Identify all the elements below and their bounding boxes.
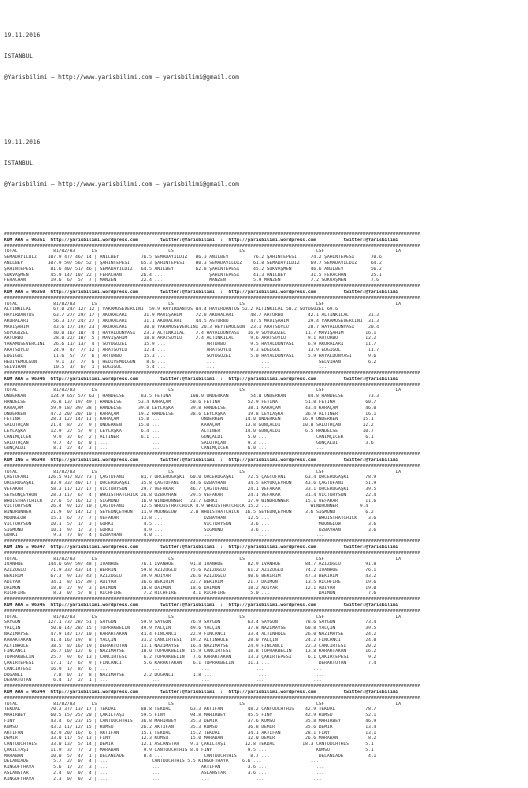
horse-stat-row: SOYOGUZEL 40.0 16/ 10/ 4 | HAYALDUNYASI 23.3 ALTINKILAL 7.4 HAYALDUNYASI 16.9 SOYOGUZEL 11.7 MAVİŞAHİM 16.1 <box>4 330 377 336</box>
column-header-row: TOTAL 81/82/83 LS LS LS LSF LA <box>4 249 401 255</box>
horse-stat-row: SAYGON 127.1 73/ 28/ 51 | SAYGON 59.9 SAYGON 76.9 SAYGON 63.4 SAYGON 78.6 SAYGON 73.4 <box>4 620 377 626</box>
horse-stat-row: GÜNÇALDI 8.1 2/ 4/ 3 | ... ... CANIMÇİCEK 6.0 ... ... <box>4 446 325 452</box>
race-block-title: KUM ARA = 96344 http://yarisbilimi.wordpress.com twitter:@Yarisbilimi : http://yarisbilimi.wordpress.com twitter:@Yarisbilimi <box>4 689 399 695</box>
race-block-title: KUM ING = 96348 http://yarisbilimi.wordpress.com twitter:@Yarisbilimi : http://yarisbilimi.wordpress.com twitter:@Yarisbilimi <box>4 458 399 464</box>
separator-rule: ######################################################################################################################################################## <box>4 382 421 388</box>
horse-stat-row: ALTINHOLE 38.5 8/ 16/ 19 | DERAKTUTAN 11.1 NAZIMAYSE 16.4 NAZIMAYSE 24.9 FINCANCI 22.3 CANCIRTESI 20.2 <box>4 643 377 649</box>
horse-stat-row: ÇAKIRTEPESİ 17.1 1/ 6/ 9 | FINCANCI 5.6 KARAKTAKAN 6.1 TOPRAKBELİN 11.1 ... DERAKTUTAN 7.4 <box>4 660 377 666</box>
header2-city: İSTANBUL <box>4 159 33 167</box>
horse-stat-row: IVANHOE 144.6 69/ 59/ 48 | IVANHOE 76.1 IVANHOE 91.8 IVANHOE 82.9 IVANHOE 84.7 AZIZOĞLU 91.8 <box>4 562 377 568</box>
horse-stat-row: HAYIRDANTUS 63.7 27/ 29/ 17 | AKURALARI 31.9 MAVİŞAHİM 72.8 AKURALARI 48.7 ARTURBO 42.1 ALTINKILAL 31.3 <box>4 313 380 319</box>
horse-stat-row: ARATSOYLU 24.9 4/ 7/ 12 | ARATSOYLU 12.4 ... ARATSOYLU 9.3 EDGIGUL 13.9 EDGIGUL 11.7 <box>4 347 380 353</box>
separator-rule: ######################################################################################################################################################## <box>4 452 421 458</box>
race-block <box>4 539 524 597</box>
race-block <box>4 452 524 539</box>
horse-stat-row: MAVİŞAHİM 43.6 17/ 19/ 23 | AKURALARI 30.0 YAKAMUSEVERCİNİ 20.3 HEYTEMOLGUN 23.1 ARATSOYLU 28.7 HAYALDUNYASI 20.4 <box>4 324 380 330</box>
horse-stat-row: DAIMON 18.0 2/ 9/ 3 | DAIMON 10.8 DAIMON 18.6 DAIMON 18.2 ADIYAR 12.1 ADIYAR 19.0 <box>4 585 377 591</box>
horse-stat-row: KINGOFTHAYA 2.3 0/ 0/ 2 | ... ... ... ... ... <box>4 776 322 782</box>
separator-rule: ######################################################################################################################################################## <box>4 608 421 614</box>
horse-stat-row: GORKI 9.3 7/ 0/ 4 | OZBAYHAN 4.0 ... ... ... ... <box>4 533 325 539</box>
horse-stat-row: EDGIGUL 11.6 5/ 7/ 6 | ARTURBO 15.3 ... SOYOGUZEL 5.0 HAYALDUNYASI 5.9 HAYALDUNYASI 9.6 <box>4 353 377 359</box>
horse-stat-row: AZIZOĞLU 71.9 33/ 43/ 14 | BERRIN 59.8 AZIZOĞLU 75.6 AZIZOĞLU 61.2 AZIZOĞLU 74.2 IVANHOE 76.1 <box>4 568 377 574</box>
separator-rule: ######################################################################################################################################################## <box>4 695 421 701</box>
horse-stat-row: SOKVAŞMEN 45.9 14/ 10/ 22 | FERACHAN 26.4 ... ŞAHİNTEPESİ 41.3 ANILBEY 31.5 FERACHAN 25.1 <box>4 272 382 278</box>
header-city: İSTANBUL <box>4 52 33 60</box>
race-block-title: KUM ARA = 96350 http://yarisbilimi.wordpress.com twitter:@Yarisbilimi : http://yarisbilimi.wordpress.com twitter:@Yarisbilimi <box>4 289 399 295</box>
horse-stat-row: ANILBEY 107.9 59/ 56/ 52 | ŞAHİNTEPESİ 65.3 ŞAHİNTEPESİ 80.3 SEMADAYILDIZ 61.8 SEMADAYILDIZ 69.7 SEMADAYILDIZ 64.2 <box>4 260 382 266</box>
horse-stat-row: RICHFIRE 8.3 0/ 5/ 8 | RICHFIRE 7.2 RICHFIRE 4.1 RICHFIRE 5.0 ... DAIMON 7.6 <box>4 591 377 597</box>
horse-stat-row: CANIMÇİCEK 9.9 3/ 6/ 2 | ALTINER 6.1 ... GÜNÇALDI 5.0 ... CANIMÇİCEK 6.1 <box>4 434 374 440</box>
horse-stat-row: AKTIFAN 42.9 20/ 16/ 6 | AKTIFAN 15.1 TEKDAL 15.2 TEKDAL 34.1 AKTIFAN 28.1 FINY 13.1 <box>4 730 377 736</box>
horse-stat-row: KARAÇAM 59.9 18/ 39/ 38 | HANDELSE 39.8 LEYLAŞKA 39.8 HANDELSE 38.1 KARAÇAM 43.4 KARAÇAM 46.0 <box>4 405 377 411</box>
race-block <box>4 371 524 452</box>
separator-rule: ######################################################################################################################################################## <box>4 284 421 290</box>
race-statistics-document <box>4 6 524 788</box>
horse-stat-row: ÖNDERKEN 47.2 20/ 20/ 10 | KARAÇAM 19.2 HANDELSE 38.6 LEYLAŞKA 19.8 LEYLAŞKA 36.9 ALTINER 16.1 <box>4 411 377 417</box>
race-block <box>4 597 524 684</box>
horse-stat-row: NAZIMAYSE 47.9 14/ 17/ 10 | KARAKTAKAN 41.4 FINCANCI 22.9 FINCANCI 33.4 ALTINHOLE 26.0 NAZIMAYSE 24.2 <box>4 631 377 637</box>
horse-stat-row: MARABAN 10.0 5/ 4/ 1 | DELANIADE 8.4 ... CANTOUCHTHIS 8.7 ... DELANIADE 4.1 <box>4 753 377 759</box>
race-blocks <box>4 232 524 783</box>
separator-rule: ######################################################################################################################################################## <box>4 243 421 249</box>
horse-stat-row: FINCANCI 26.7 10/ 12/ 6 | NAZIMAYSE 18.0 TOPRAKBELİN 15.9 CANCIRTESI 18.8 TOPRAKBELİN 13.8 KARAKTAKAN 16.2 <box>4 649 377 655</box>
horse-stat-row: DELANIADE 5.7 2/ 0/ 4 | ... CANTOUCHTHIS 5.5 KINGOFTHAYA 6.6 ... ... <box>4 759 319 765</box>
column-header-row: TOTAL 81/82/83 LS LS LS LSF LA <box>4 388 401 394</box>
horse-stat-row: YALÇIN 50.0 14/ 28/ 15 | TOPRAKBELİN 49.9 YALÇIN 49.6 YALÇIN 37.8 NAZIMAYSE 60.8 YALÇIN 39.5 <box>4 626 377 632</box>
column-header-row: TOTAL 81/82/83 LS LS LS LSF LA <box>4 301 401 307</box>
column-header-row: TOTAL 81/82/83 LS LS LS LSF LA <box>4 701 401 707</box>
horse-stat-row: ARTURBO 28.0 22/ 18/ 5 | MAVİŞAHİM 18.8 ARATSOYLU 7.4 ALTINKILAL 9.6 ARATSOYLU 9.1 ARTURBO 12.2 <box>4 336 377 342</box>
horse-stat-row: SEMADAYILDIZ 107.9 47/ 46/ 14 | ANILBEY 76.5 SEMADAYILDIZ 86.3 ANILBEY 76.2 ŞAHİNTEPESİ 74.2 ŞAHİNTEPESİ 70.6 <box>4 255 382 261</box>
horse-stat-row: KUMSU 43.2 11/ 12/ 15 | KUMSU 26.2 AKTIFAN 35.3 KUMSU 36.8 DEMIR 35.6 DEMIR 13.4 <box>4 724 377 730</box>
race-block-title: KUM ARA = 96346 http://yarisbilimi.wordpress.com twitter:@Yarisbilimi : http://yarisbilimi.wordpress.com twitter:@Yarisbilimi <box>4 376 399 382</box>
header2-date: 19.11.2016 <box>4 138 41 146</box>
horse-stat-row: LEYLAŞKA 12.9 2/ 5/ 9 | LEYLAŞKA 6.4 ... ALTINER 14.0 GÜNÇALDI 6.5 HANDELSE 10.7 <box>4 429 374 435</box>
horse-stat-row: KARAKTAKAN 41.4 16/ 19/ 8 | YALÇIN 31.2 CANCIRTESI 19.2 ALTINHOLE 28.0 YALÇIN 24.2 FINCANCI 24.0 <box>4 637 377 643</box>
separator-rule: ######################################################################################################################################################## <box>4 371 421 377</box>
race-block-title: KUM ARA = 96345 http://yarisbilimi.wordpress.com twitter:@Yarisbilimi : http://yarisbilimi.wordpress.com twitter:@Yarisbilimi <box>4 602 399 608</box>
race-block <box>4 684 524 783</box>
separator-rule: ######################################################################################################################################################## <box>4 295 421 301</box>
horse-stat-row: MOONGLOW 15.1 6/ 7/ 7 | VEFAKAR 11.8 ... OZBAYHAN 12.5 ... WHOISTHATCHICK 3.6 <box>4 516 377 522</box>
column-header-row: TOTAL 81/82/83 LS LS LS LSF LA <box>4 469 401 475</box>
race-block <box>4 232 524 284</box>
horse-stat-row: DERAKTUTAN 6.4 1/ 2/ 1 | ... ... ... ... ... <box>4 678 322 684</box>
horse-stat-row: CANTOUCHTHIS 33.0 13/ 5/ 14 | DEMIR 12.1 ASLANSTAR 9.1 ÇAKILTAŞI 12.8 TEKDAL 18.3 CANTOUCHTHIS 5.1 <box>4 742 374 748</box>
horse-stat-row: CANCIRTESI 16.9 1/ 8/ 6 | ... ... ... ... ... <box>4 666 322 672</box>
horse-stat-row: FETİNA 28.3 12/ 14/ 11 | KARAÇAM 15.8 ... ÖNDERKEN 14.0 ÖNDERKEN 16.9 ÖNDERKEN 15.1 <box>4 417 374 423</box>
horse-stat-row: FINY 43.4 6/ 23/ 15 | CANTOUCHTHIS 36.8 MAHIRBEY 35.3 DEMIR 37.6 KUMSU 35.8 MAHIRBEY 46.9 <box>4 718 377 724</box>
separator-rule: ######################################################################################################################################################## <box>4 550 421 556</box>
horse-stat-row: TEKDAL 70.3 37/ 13/ 17 | TEKDAL 88.8 TEKDAL 63.3 AKTIFAN 48.2 CANTOUCHTHIS 42.9 TEKDAL 78.7 <box>4 707 377 713</box>
header2-contact: @Yarisbilimi — http://www.yarisbilimi.com — yarisbilimi@gmail.com <box>4 180 239 188</box>
separator-rule: ######################################################################################################################################################## <box>4 231 421 237</box>
separator-rule: ######################################################################################################################################################## <box>4 463 421 469</box>
horse-stat-row: ÇAĞTUFANI 126.5 91/ 82/ 73 | ÇAĞTUFANI 81.7 ÖRCERUGAŞKI 60.0 ÖRCERUGAŞKI 72.5 ÇAĞTUFANI 63.4 ÖRCERUGAŞKI 78.9 <box>4 475 377 481</box>
horse-stat-row: HEDIYEMOLGUN 9.1 3/ 7/ 6 | HEDIYEMOLGUN 8.6 ... ... ... SELVIHAN 6.2 <box>4 359 377 365</box>
horse-stat-row: AKURALARI 56.3 17/ 24/ 27 | AKURALARI 31.1 AKURALARI 44.5 ASTURBO 47.5 MAVİŞAHİM 29.4 YAKAMUSEVERCİNİ 31.3 <box>4 318 380 324</box>
horse-stat-row: SEYEUNÇEYHUN 28.3 11/ 6/ 4 | WHOISTHATCHICK 26.8 OZBAYHAN 29.5 VEFAKAR 24.1 VEFAKAR 31.4 VICTORYSON 22.4 <box>4 492 377 498</box>
horse-stat-row: TOPRAKBELİN 25.7 9/ 6/ 13 | CANCIRTESI 6.2 TOPRAKBELİN 7.6 KARAKTAKAN 13.3 ÇAKIRTEPESİ 6.1 ÇAKIRTEPESİ 9.2 <box>4 655 377 661</box>
column-header-row: TOTAL 81/82/83 LS LS LS LSF LA <box>4 614 401 620</box>
horse-stat-row: BEKİRİM 67.3 9/ 13/ 43 | AZIZOĞLU 39.9 ADIYAR 26.6 AZIZOĞLU 40.6 BEKİRİM 47.3 BEKİRİM 43.2 <box>4 573 377 579</box>
header-block-repeat <box>4 125 524 202</box>
header-block <box>4 18 524 95</box>
horse-stat-row: MAHIRBEY 60.5 15/ 25/ 20 | ÇAKILTAŞI 59.5 FINY 94.8 MAHIRBEY 45.5 FINY 42.9 KUMSU 52.1 <box>4 713 377 719</box>
horse-stat-row: SALUTRÇAN 21.4 8/ 2/ 9 | ÖNDERKEN 15.0 ... KARAÇAM 13.8 GÜNÇALDI 10.8 SALUTRÇAN 12.2 <box>4 423 374 429</box>
horse-stat-row: ALTINKILAL 67.0 24/ 12/ 12 | YAKAMUSEVERCİNİ 59.9 HAYIRDANTUS 84.4 HAYIRDANTUS 52.2 ALTINKILAL 58.2 SOYOGUZEL 69.6 <box>4 307 338 313</box>
horse-stat-row: VICTORYSON 10.1 5/ 1/ 3 | GORKI 4.5 ... VICTORYSON 3.6 ... MOONGLOW 3.6 <box>4 521 377 527</box>
race-block <box>4 284 524 371</box>
horse-stat-row: ASLANSTAR 2.4 0/ 0/ 4 | ... ... ASLANSTAR 3.6 ... ... <box>4 771 325 777</box>
race-block-title: KUM ING = 96347 http://yarisbilimi.wordpress.com twitter:@Yarisbilimi : http://yarisbilimi.wordpress.com twitter:@Yarisbilimi <box>4 545 399 550</box>
horse-stat-row: SELVIHAN 10.5 3/ 6/ 1 | EDGIGUL 5.4 ... ... ... ... <box>4 365 328 371</box>
horse-stat-row: HANDELSE 76.8 13/ 19/ 49 | HANDELSE 53.4 KARAÇAM 50.6 FETİNA 52.9 FETİNA 51.0 FETİNA 60.7 <box>4 400 377 406</box>
horse-stat-row: WHOISTHATCHICK 27.6 5/ 16/ 12 | SIGMUND 16.9 WINDRUNNER 23.7 GORKI 17.9 WINDRUNNER 15.1 VEFAKAR 11.6 <box>4 498 377 504</box>
horse-stat-row: ŞAHİNTEPESİ 81.6 40/ 51/ 46 | SEMADAYILDIZ 64.5 ANILBEY 62.8 ŞAHİNTEPESİ 45.2 SOKVAŞMEN 46.6 ANILBEY 56.2 <box>4 266 382 272</box>
horse-stat-row: KINGOFTHAYA 5.6 1/ 2/ 3 | ... ... AKTIFAN 3.6 ... ... <box>4 765 325 771</box>
horse-stat-row: DOĞANLI 7.8 0/ 1/ 8 | NAZIMAYSE 2.2 DOĞANLI 1.8 ... ... ... <box>4 672 325 678</box>
horse-stat-row: YAKAMUSEVERCİNİ 26.6 11/ 13/ 4 | SOYOGUZEL 15.9 ... ARTURBO 9.5 HAYALDUNYASI 6.9 AKURALARI 11.7 <box>4 342 377 348</box>
horse-stat-row: ÇAKILTAŞI 11.9 3/ 7/ 2 | MARABAN 9.9 CANTOUCHTHIS 8.4 FINY 9.5 ... KUMSU 5.1 <box>4 747 374 753</box>
horse-stat-row: SALUTRÇAN 9.7 4/ 6/ 0 | ... ... SALUTRÇAN 9.3 ... GÜNÇALDI 3.6 <box>4 440 374 446</box>
horse-stat-row: VICTORYSON 26.4 9/ 12/ 10 | ÇAĞTUFANI 12.5 WHOISTHATCHICK 4.9 WHOISTHATCHICK 15.2 ... WINDRUNNER 9.4 <box>4 504 369 510</box>
horse-stat-row: WINDRUNNER 21.9 0/ 14/ 12 | SEYEUNÇEYHUN 11.9 MOONGLOW 2.0 WHOISTHATCHICK 16.5 SEYEUNÇEYHUN 3.6 SIGMUND 6.2 <box>4 510 374 516</box>
header-contact: @Yarisbilimi — http://www.yarisbilimi.com — yarisbilimi@gmail.com <box>4 73 239 81</box>
horse-stat-row: ÖNDERKAN 124.9 65/ 57/ 63 | HANDELSE 83.5 FETİNA 100.0 ÖNDERKAN 54.0 ÖNDERKAN 84.8 HANDELSE 73.3 <box>4 394 380 400</box>
separator-rule: ######################################################################################################################################################## <box>4 597 421 603</box>
horse-stat-row: ADIYAR 34.1 8/ 15/ 39 | ADIYAR 36.6 BEKİRİM 22.7 BEKİRİM 21.7 DAIMON 13.5 RICHFIRE 19.6 <box>4 579 377 585</box>
separator-rule: ######################################################################################################################################################## <box>4 539 421 545</box>
race-block-title: KUM ARA = 96351 http://yarisbilimi.wordpress.com twitter:@Yarisbilimi : http://yarisbilimi.wordpress.com twitter:@Yarisbilimi <box>4 237 399 243</box>
horse-stat-row: ÖRCERUGAŞKI 83.9 33/ 40/ 17 | ÖRCERUGAŞKI 35.8 ÇAĞTUFANI 44.6 OZBAYHAN 34.5 ERYUKÇEYHUN 43.6 ÇAĞTUFANI 51.9 <box>4 481 377 487</box>
column-header-row: TOTAL 81/82/83 LS LS LS LSF LA <box>4 556 401 562</box>
horse-stat-row: DEMIR 33.0 11/ 5/ 13 | FINY 12.3 KUMSU 15.0 MARABAN 12.0 DEMIR 26.6 MARABAN 8.2 <box>4 736 377 742</box>
header-date: 19.11.2016 <box>4 31 41 39</box>
separator-rule: ######################################################################################################################################################## <box>4 684 421 690</box>
horse-stat-row: VEFAKAR 58.3 11/ 12/ 17 | VICTORYSON 29.7 VEFAKAR 46.7 ÇAĞTUFANI 24.1 VEFAKAR 33.1 ÖRCERUGAŞKI 39.5 <box>4 487 377 493</box>
horse-stat-row: SIGMUND 10.1 9/ 1/ 3 | GORKI 4.9 ... SIGMUND 3.6 ... OZBAYHAN 3.6 <box>4 527 377 533</box>
horse-stat-row: FERACHAN 19.6 6/ 5/ 7 | MANZEN 22.4 ... MANZEN 5.9 MANZEN 7.2 SOKVAŞMEN 7.6 <box>4 278 380 284</box>
